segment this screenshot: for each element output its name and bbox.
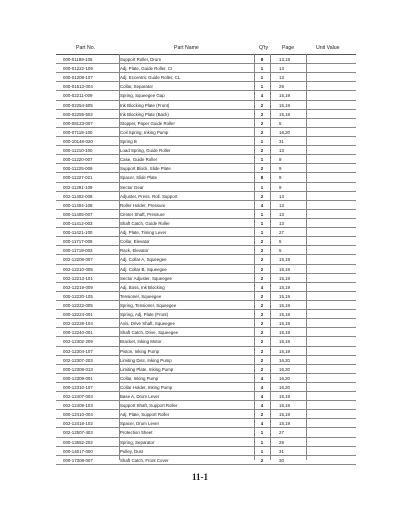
cell-qty: 1	[260, 448, 264, 454]
table-row	[56, 201, 356, 210]
column-divider	[270, 54, 271, 460]
table-row	[56, 137, 356, 146]
table-row	[56, 456, 356, 465]
cell-part-name: Load Spring, Guide Roller	[120, 148, 171, 154]
cell-qty: 4	[260, 394, 264, 400]
cell-page: 16,20	[279, 375, 290, 381]
table-row	[56, 283, 356, 292]
cell-qty: 8	[260, 175, 264, 181]
cell-qty: 2	[260, 321, 264, 327]
cell-qty: 2	[260, 330, 264, 336]
cell-page: 15,19	[279, 302, 290, 308]
cell-qty: 2	[260, 293, 264, 299]
cell-qty: 2	[260, 275, 264, 281]
cell-page: 15,19	[279, 403, 290, 409]
cell-part-no: 000-01513-004	[63, 84, 93, 90]
cell-part-no: 000-02254-505	[63, 102, 93, 108]
cell-part-no: 000-11404-108	[63, 202, 93, 208]
cell-part-name: Collar, Inking Pump	[120, 375, 159, 381]
cell-page: 16,20	[279, 384, 290, 390]
cell-qty: 4	[260, 375, 264, 381]
column-divider	[306, 54, 307, 460]
cell-page: 13	[279, 66, 284, 72]
cell-qty: 1	[260, 66, 264, 72]
cell-part-no: 000-02255-502	[63, 111, 93, 117]
cell-qty: 1	[260, 230, 264, 236]
cell-part-no: 002-12228-104	[63, 321, 93, 327]
cell-page: 15,19	[279, 293, 290, 299]
cell-qty: 1	[260, 211, 264, 217]
cell-part-name: Support Shaft, Support Roller	[120, 403, 178, 409]
parts-list-page	[56, 40, 356, 465]
cell-part-no: 002-12302-209	[63, 339, 93, 345]
cell-part-no: 000-11405-007	[63, 211, 93, 217]
cell-part-name: Adj. Plate, Support Roller	[120, 412, 170, 418]
cell-part-no: 000-11718-003	[63, 248, 93, 254]
cell-part-name: Adj. Eccentric Guide Roller, CL	[120, 75, 181, 81]
cell-page: 29	[279, 439, 284, 445]
table-row	[56, 164, 356, 173]
cell-qty: 2	[260, 248, 264, 254]
cell-part-no: 000-11421-100	[63, 230, 93, 236]
cell-page: 15,19	[279, 348, 290, 354]
cell-part-name: Center Shaft, Pressure	[120, 211, 165, 217]
cell-qty: 2	[260, 339, 264, 345]
cell-qty: 1	[260, 84, 264, 90]
cell-part-no: 002-12407-003	[63, 394, 93, 400]
cell-page: 9	[279, 166, 282, 172]
table-row	[56, 438, 356, 447]
table-row	[56, 64, 356, 73]
cell-qty: 2	[260, 357, 264, 363]
cell-qty: 2	[260, 102, 264, 108]
cell-part-no: 000-12224-001	[63, 312, 93, 318]
cell-qty: 2	[260, 166, 264, 172]
cell-part-no: 000-01208-107	[63, 75, 93, 81]
table-row	[56, 219, 356, 228]
cell-page: 15,19	[279, 330, 290, 336]
cell-part-name: Collar Holder, Inking Pump	[120, 384, 173, 390]
cell-part-name: Spring B	[120, 138, 137, 144]
cell-part-name: Limiting Plate, Inking Pump	[120, 366, 174, 372]
cell-part-no: 000-12309-001	[63, 375, 93, 381]
cell-page: 15,19	[279, 284, 290, 290]
cell-part-name: Adj. Collar B, Squeegee	[120, 266, 167, 272]
cell-qty: 2	[260, 111, 264, 117]
cell-part-name: Pulley, Dust	[120, 448, 144, 454]
cell-part-no: 000-10148-020	[63, 138, 93, 144]
cell-part-no: 000-08123-007	[63, 120, 93, 126]
cell-page: 16,20	[279, 357, 290, 363]
cell-page: 15,19	[279, 257, 290, 263]
table-row	[56, 383, 356, 392]
cell-qty: 4	[260, 93, 264, 99]
cell-qty: 1	[260, 220, 264, 226]
cell-part-name: Protection Sheet	[120, 430, 153, 436]
table-row	[56, 447, 356, 456]
cell-part-name: Sector Gear	[120, 184, 144, 190]
cell-qty: 1	[260, 430, 264, 436]
cell-part-name: Adj. Plate, Guide Roller, CI	[120, 66, 173, 72]
cell-part-name: Adj. Boss, Ink Blocking	[120, 284, 165, 290]
cell-part-name: Roller Holder, Pressure	[120, 202, 166, 208]
header-qty: Q'ty	[259, 45, 269, 51]
cell-part-name: Case, Guide Roller	[120, 157, 158, 163]
cell-part-no: 002-12208-007	[63, 257, 93, 263]
cell-part-no: 000-17308-007	[63, 457, 93, 463]
cell-qty: 4	[260, 384, 264, 390]
cell-page: 9	[279, 184, 282, 190]
table-row	[56, 110, 356, 119]
cell-part-no: 002-12507-403	[63, 430, 93, 436]
table-row	[56, 210, 356, 219]
table-row	[56, 119, 356, 128]
cell-page: 5	[279, 248, 282, 254]
cell-page: 15,19	[279, 275, 290, 281]
table-row	[56, 183, 356, 192]
cell-qty: 2	[260, 239, 264, 245]
cell-part-name: Support Block, Slide Plate	[120, 166, 171, 172]
header-part-no: Part No.	[76, 45, 96, 51]
table-row	[56, 292, 356, 301]
cell-part-no: 000-12410-004	[63, 412, 93, 418]
table-row	[56, 392, 356, 401]
cell-part-no: 002-12409-103	[63, 403, 93, 409]
cell-page: 27	[279, 230, 284, 236]
cell-page: 15,19	[279, 266, 290, 272]
cell-qty: 2	[260, 129, 264, 135]
table-row	[56, 73, 356, 82]
cell-qty: 1	[260, 157, 264, 163]
cell-part-name: Collar, Elevator	[120, 239, 150, 245]
table-row	[56, 128, 356, 137]
table-row	[56, 419, 356, 428]
cell-page: 29	[279, 84, 284, 90]
cell-page: 16,20	[279, 366, 290, 372]
cell-part-name: Shaft Catch, Front Cover	[120, 457, 169, 463]
page-number: 11-1	[191, 472, 208, 482]
cell-qty: 2	[260, 120, 264, 126]
cell-page: 15,19	[279, 111, 290, 117]
cell-part-no: 000-12222-005	[63, 302, 93, 308]
cell-qty: 4	[260, 403, 264, 409]
cell-part-name: Sector Adjuster, Squeegee	[120, 275, 172, 281]
cell-part-name: Shaft Catch, Guide Roller	[120, 220, 170, 226]
table-row	[56, 328, 356, 337]
cell-page: 16,20	[279, 129, 290, 135]
table-row	[56, 155, 356, 164]
table-row	[56, 192, 356, 201]
cell-part-no: 000-12310-107	[63, 384, 93, 390]
cell-page: 30	[279, 457, 284, 463]
cell-part-name: Spring, Adj. Plate (Front)	[120, 312, 169, 318]
cell-part-no: 002-12210-005	[63, 266, 93, 272]
cell-part-no: 000-11210-100	[63, 148, 93, 154]
cell-part-no: 002-12307-203	[63, 357, 93, 363]
cell-page: 15,19	[279, 93, 290, 99]
cell-qty: 2	[260, 193, 264, 199]
cell-page: 13	[279, 211, 284, 217]
cell-page: 13	[279, 75, 284, 81]
cell-qty: 2	[260, 148, 264, 154]
cell-part-no: 000-11717-009	[63, 239, 93, 245]
cell-qty: 2	[260, 348, 264, 354]
table-row	[56, 356, 356, 365]
header-page: Page	[282, 45, 295, 51]
cell-part-name: Ink Blocking Plate (Back)	[120, 111, 169, 117]
table-body	[56, 55, 356, 465]
cell-part-no: 000-01189-105	[63, 57, 93, 62]
cell-part-name: Adj. Plate, Timing Lever	[120, 230, 167, 236]
cell-part-name: Support Roller, Drum	[120, 57, 161, 62]
table-header	[56, 40, 356, 55]
cell-part-name: Spacer, Slide Plate	[120, 175, 158, 181]
cell-page: 31	[279, 138, 284, 144]
cell-page: 31	[279, 448, 284, 454]
cell-part-name: Spacer, Drum Lever	[120, 421, 160, 427]
table-row	[56, 265, 356, 274]
table-row	[56, 319, 356, 328]
cell-page: 13,19	[279, 57, 290, 62]
table-row	[56, 146, 356, 155]
cell-part-name: Collar, Separator	[120, 84, 153, 90]
cell-part-no: 002-12219-009	[63, 284, 93, 290]
cell-part-name: Spring, Tensioner, Squeegee	[120, 302, 177, 308]
cell-part-name: Coil Spring, Inking Pump	[120, 129, 169, 135]
cell-part-name: Spring, Separator	[120, 439, 155, 445]
cell-part-name: Shaft Catch, Drive, Squeegee	[120, 330, 179, 336]
cell-page: 15,19	[279, 339, 290, 345]
cell-page: 15,19	[279, 102, 290, 108]
cell-page: 9	[279, 175, 282, 181]
cell-qty: 1	[260, 75, 264, 81]
table-row	[56, 410, 356, 419]
table-row	[56, 173, 356, 182]
cell-qty: 1	[260, 184, 264, 190]
table-row	[56, 301, 356, 310]
cell-part-name: Limiting Disc, Inking Pump	[120, 357, 172, 363]
cell-qty: 4	[260, 202, 264, 208]
table-row	[56, 365, 356, 374]
cell-part-no: 000-13552-202	[63, 439, 93, 445]
table-row	[56, 101, 356, 110]
cell-page: 5	[279, 239, 282, 245]
cell-page: 13	[279, 220, 284, 226]
cell-part-name: Adj. Collar A, Squeegee	[120, 257, 167, 263]
cell-part-no: 000-11227-021	[63, 175, 93, 181]
header-part-name: Part Name	[174, 45, 199, 51]
cell-qty: 2	[260, 312, 264, 318]
cell-page: 13	[279, 202, 284, 208]
table-row	[56, 82, 356, 91]
table-row	[56, 91, 356, 100]
cell-part-no: 002-11291-109	[63, 184, 93, 190]
cell-qty: 2	[260, 302, 264, 308]
column-divider	[119, 54, 120, 460]
cell-part-no: 002-12418-102	[63, 421, 93, 427]
cell-part-no: 000-11225-009	[63, 166, 93, 172]
table-row	[56, 428, 356, 437]
table-row	[56, 228, 356, 237]
cell-qty: 2	[260, 457, 264, 463]
cell-part-name: Rack, Elevator	[120, 248, 149, 254]
table-row	[56, 55, 356, 64]
cell-part-name: Piston, Inking Pump	[120, 348, 160, 354]
cell-qty: 4	[260, 421, 264, 427]
cell-qty: 8	[260, 57, 264, 62]
cell-qty: 1	[260, 439, 264, 445]
cell-page: 15,19	[279, 421, 290, 427]
cell-part-name: Axis, Drive Shaft, Squeegee	[120, 321, 175, 327]
cell-part-name: Adjuster, Press. Roll. Support	[120, 193, 178, 199]
cell-qty: 2	[260, 266, 264, 272]
header-unit-value: Unit Value	[316, 45, 340, 51]
column-divider	[254, 54, 255, 460]
cell-part-no: 000-12220-105	[63, 293, 93, 299]
cell-page: 13	[279, 148, 284, 154]
table-row	[56, 401, 356, 410]
cell-part-name: Stopper, Paper Guide Roller	[120, 120, 175, 126]
cell-page: 15,19	[279, 394, 290, 400]
cell-part-name: Base A, Drum Lever	[120, 394, 160, 400]
cell-part-name: Tensioner, Squeegee	[120, 293, 162, 299]
table-row	[56, 237, 356, 246]
cell-part-name: Spring, Squeegee Gap	[120, 93, 165, 99]
cell-part-no: 000-02211-009	[63, 93, 93, 99]
cell-part-no: 000-11220-007	[63, 157, 93, 163]
cell-page: 15,19	[279, 412, 290, 418]
cell-part-no: 000-07118-100	[63, 129, 93, 135]
cell-part-no: 002-11402-008	[63, 193, 93, 199]
cell-qty: 2	[260, 257, 264, 263]
table-row	[56, 374, 356, 383]
table-row	[56, 347, 356, 356]
cell-page: 9	[279, 157, 282, 163]
cell-page: 15,19	[279, 312, 290, 318]
cell-page: 13	[279, 193, 284, 199]
table-row	[56, 246, 356, 255]
cell-qty: 1	[260, 138, 264, 144]
cell-part-no: 000-01222-109	[63, 66, 93, 72]
cell-part-no: 000-11412-003	[63, 220, 93, 226]
cell-part-name: Ink Blocking Plate (Front)	[120, 102, 170, 108]
cell-part-no: 002-12213-101	[63, 275, 93, 281]
cell-part-no: 002-12304-107	[63, 348, 93, 354]
cell-qty: 4	[260, 284, 264, 290]
cell-part-no: 000-12308-013	[63, 366, 93, 372]
cell-page: 5	[279, 120, 282, 126]
table-row	[56, 310, 356, 319]
table-row	[56, 255, 356, 264]
cell-part-no: 000-14017-000	[63, 448, 93, 454]
table-row	[56, 337, 356, 346]
cell-page: 27	[279, 430, 284, 436]
table-row	[56, 274, 356, 283]
cell-qty: 2	[260, 366, 264, 372]
cell-page: 15,19	[279, 321, 290, 327]
cell-part-name: Bracket, Inking Motor	[120, 339, 162, 345]
cell-qty: 2	[260, 412, 264, 418]
cell-part-no: 000-12240-001	[63, 330, 93, 336]
